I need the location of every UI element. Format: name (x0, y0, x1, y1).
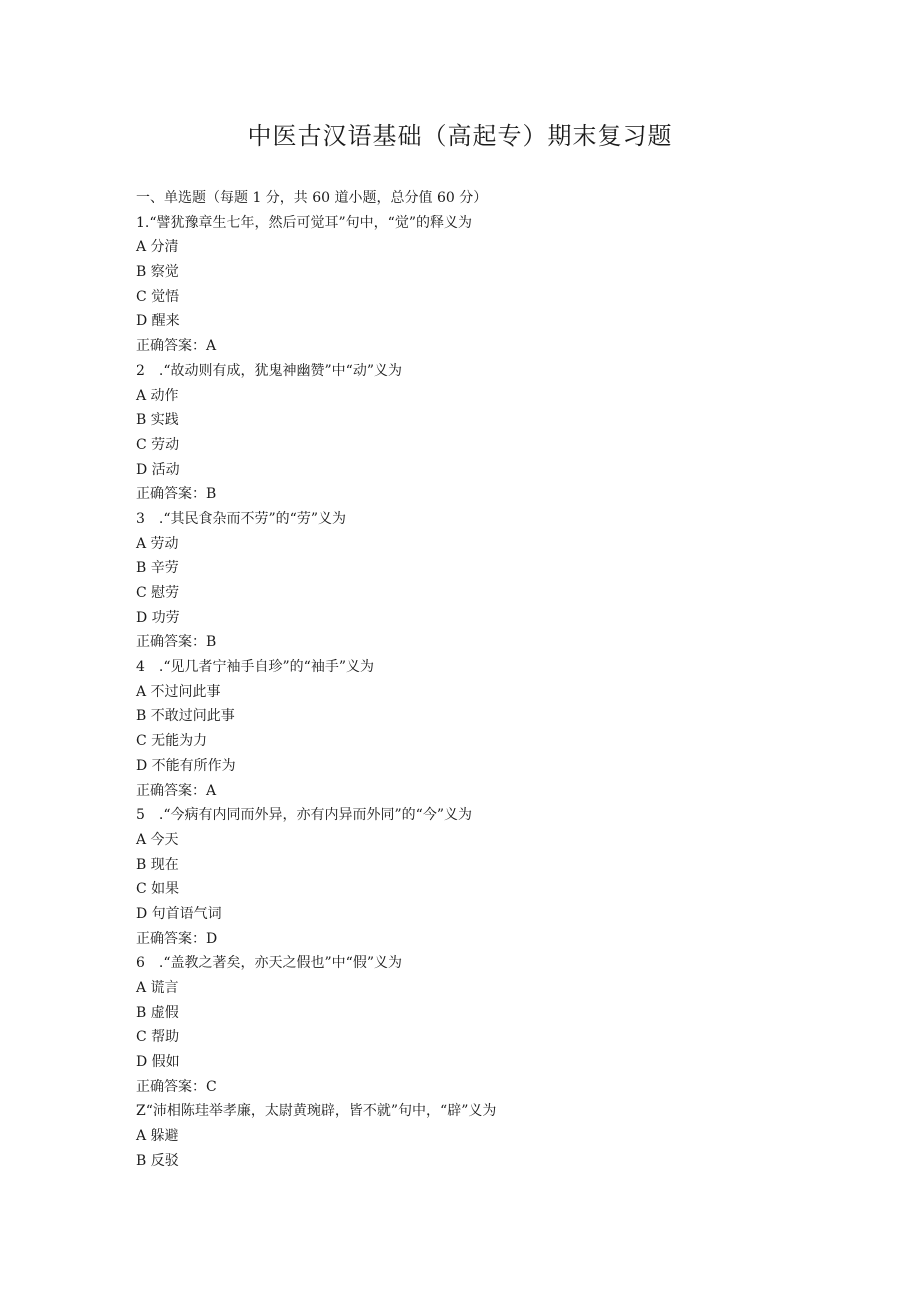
option-a: A 动作 (136, 387, 179, 404)
option-d: D 句首语气词 (136, 905, 222, 922)
question-2: 2 .“故动则有成，犹鬼神幽赞”中“动”义为 (136, 362, 402, 379)
option-b: B 辛劳 (136, 560, 179, 577)
option-b: B 察觉 (136, 264, 179, 281)
option-a: A 躲避 (136, 1128, 179, 1145)
option-b: B 虚假 (136, 1004, 179, 1021)
option-d: D 不能有所作为 (136, 757, 236, 774)
question-7: Z“沛相陈珪举孝廉，太尉黄琬辟，皆不就”句中，“辟”义为 (136, 1103, 497, 1120)
option-b: B 反驳 (136, 1152, 179, 1169)
question-6: 6 .“盖教之著矣，亦天之假也”中“假”义为 (136, 955, 402, 972)
question-4: 4 .“见几者宁袖手自珍”的“袖手”义为 (136, 659, 374, 676)
option-c: C 慰劳 (136, 585, 180, 601)
option-c: C 帮助 (136, 1029, 180, 1046)
option-c: C 觉悟 (136, 288, 180, 305)
answer: 正确答案：C (136, 1078, 217, 1095)
answer: 正确答案：A (136, 338, 217, 355)
option-b: B 现在 (136, 856, 179, 873)
answer: 正确答案：B (136, 486, 217, 503)
question-1: 1.“譬犹豫章生七年，然后可觉耳”句中，“觉”的释义为 (136, 214, 472, 231)
page-title: 中医古汉语基础（高起专）期末复习题 (247, 122, 673, 150)
option-b: B 不敢过问此事 (136, 708, 235, 725)
option-d: D 活动 (136, 461, 180, 478)
option-c: C 无能为力 (136, 733, 208, 750)
option-a: A 谎言 (136, 980, 179, 996)
option-a: A 今天 (136, 831, 179, 848)
option-c: C 劳动 (136, 436, 180, 453)
question-3: 3 .“其民食杂而不劳”的“劳”义为 (136, 510, 346, 527)
document-body (136, 186, 836, 1174)
option-b: B 实践 (136, 412, 179, 429)
answer: 正确答案：A (136, 782, 217, 799)
section-heading: 一、单选题（每题 1 分，共 60 道小题，总分值 60 分） (136, 190, 488, 206)
option-d: D 醒来 (136, 313, 180, 330)
question-5: 5 .“今病有内同而外异，亦有内异而外同”的“今”义为 (136, 807, 472, 824)
option-c: C 如果 (136, 881, 180, 898)
option-d: D 功劳 (136, 609, 180, 626)
option-a: A 不过问此事 (136, 683, 221, 700)
answer: 正确答案：D (136, 930, 218, 947)
option-a: A 劳动 (136, 535, 179, 552)
option-d: D 假如 (136, 1054, 180, 1071)
option-a: A 分清 (136, 239, 179, 256)
answer: 正确答案：B (136, 634, 217, 651)
